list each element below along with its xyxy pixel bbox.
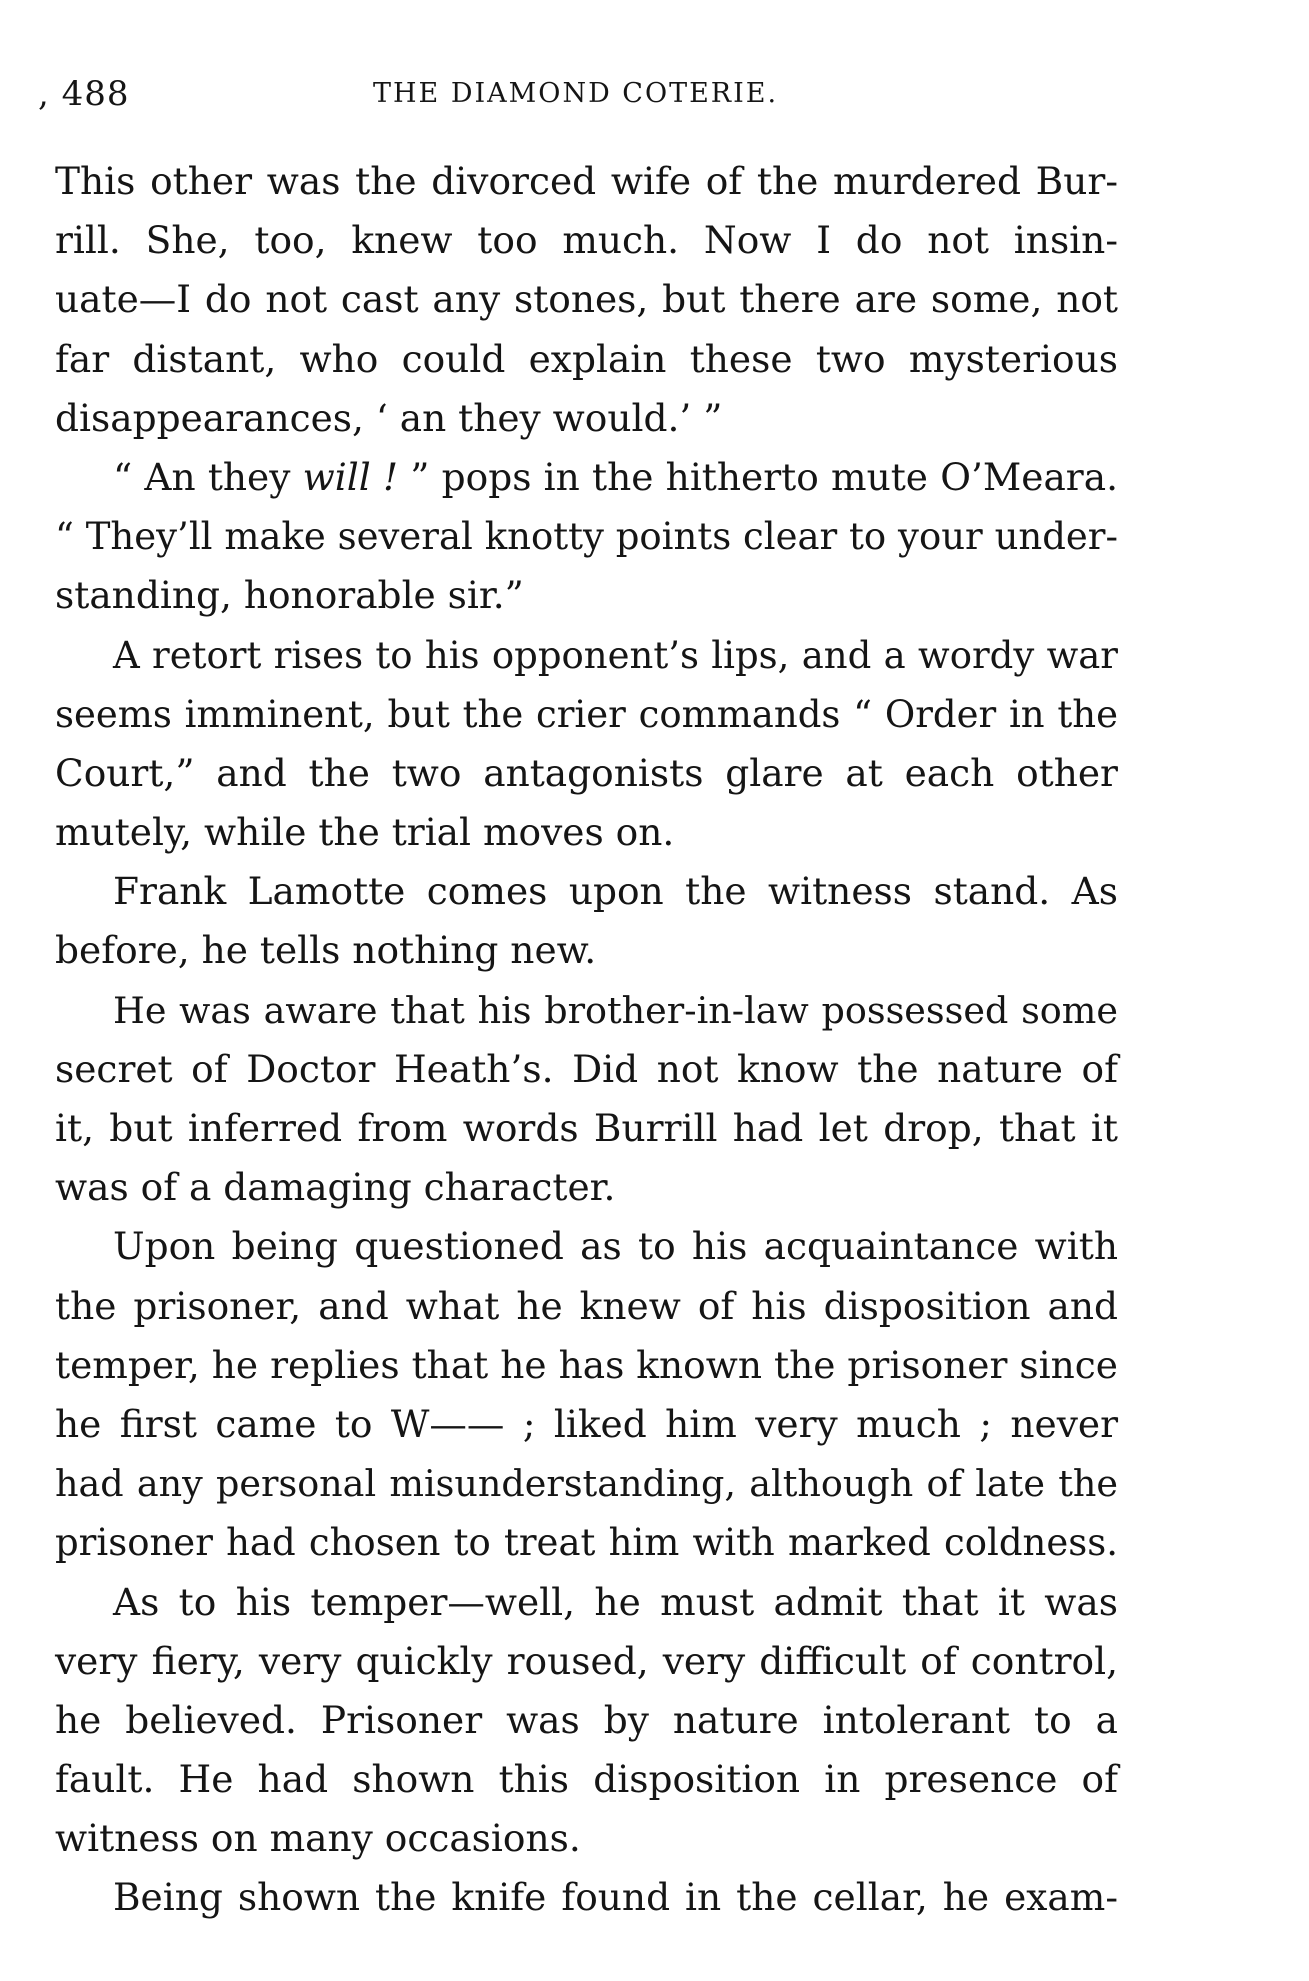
paragraph-7 <box>55 1573 1118 1869</box>
body-text <box>55 152 1118 1928</box>
text-line: he believed. Prisoner was by nature intolerant to a <box>55 1697 1118 1742</box>
text-line: standing, honorable sir.” <box>55 573 524 618</box>
quote-rest: ” pops in the hitherto mute O’Meara. <box>398 454 1119 499</box>
text-line: fault. He had shown this disposition in presence of <box>55 1757 1118 1802</box>
text-line: prisoner had chosen to treat him with marked coldness. <box>55 1521 1118 1565</box>
text-line: was of a damaging character. <box>55 1165 616 1210</box>
text-line: temper, he replies that he has known the prisoner since <box>55 1342 1118 1387</box>
text-line: disappearances, ‘ an they would.’ ” <box>55 395 723 440</box>
text-line: He was aware that his brother-in-law possessed some <box>113 988 1118 1032</box>
text-line <box>55 448 1118 507</box>
page-number: , 488 <box>38 74 130 114</box>
text-line: mutely, while the trial moves on. <box>55 810 675 855</box>
text-line: the prisoner, and what he knew of his disposition and <box>55 1283 1118 1328</box>
text-line: he first came to W—— ; liked him very much ; never <box>55 1401 1118 1446</box>
text-line: rill. She, too, knew too much. Now I do not insin- <box>55 218 1118 263</box>
text-line: far distant, who could explain these two mysterious <box>55 336 1118 381</box>
quote-open: “ An they <box>113 454 303 499</box>
text-line: it, but inferred from words Burrill had let drop, that it <box>55 1106 1118 1150</box>
paragraph-1 <box>55 152 1118 448</box>
paragraph-5 <box>55 981 1118 1218</box>
running-title: THE DIAMOND COTERIE. <box>373 78 779 109</box>
text-line: before, he tells nothing new. <box>55 928 597 973</box>
italic-emphasis: will ! <box>302 454 399 499</box>
text-line: uate—I do not cast any stones, but there are some, not <box>55 277 1118 322</box>
text-line: “ They’ll make several knotty points clear to your under- <box>55 515 1118 559</box>
text-line: Court,” and the two antagonists glare at each other <box>55 750 1118 795</box>
paragraph-3 <box>55 626 1118 863</box>
text-line: Upon being questioned as to his acquaintance with <box>113 1224 1118 1269</box>
paragraph-6 <box>55 1217 1118 1572</box>
text-line: Frank Lamotte comes upon the witness stand. As <box>113 869 1118 914</box>
text-line: seems imminent, but the crier commands “ Order in the <box>55 692 1118 736</box>
text-line: secret of Doctor Heath’s. Did not know the nature of <box>55 1046 1118 1091</box>
text-line: had any personal misunderstanding, although of late the <box>55 1462 1118 1506</box>
text-line: As to his temper—well, he must admit that it was <box>113 1579 1118 1624</box>
paragraph-8 <box>55 1868 1118 1927</box>
text-line: very fiery, very quickly roused, very difficult of control, <box>55 1638 1118 1683</box>
paragraph-4 <box>55 862 1118 980</box>
text-line: Being shown the knife found in the cellar, he exam- <box>113 1875 1118 1920</box>
page-header <box>38 66 1132 122</box>
text-line: witness on many occasions. <box>55 1816 581 1861</box>
text-line: This other was the divorced wife of the murdered Bur- <box>55 159 1118 203</box>
paragraph-2 <box>55 448 1118 626</box>
text-line: A retort rises to his opponent’s lips, and a wordy war <box>113 633 1118 677</box>
